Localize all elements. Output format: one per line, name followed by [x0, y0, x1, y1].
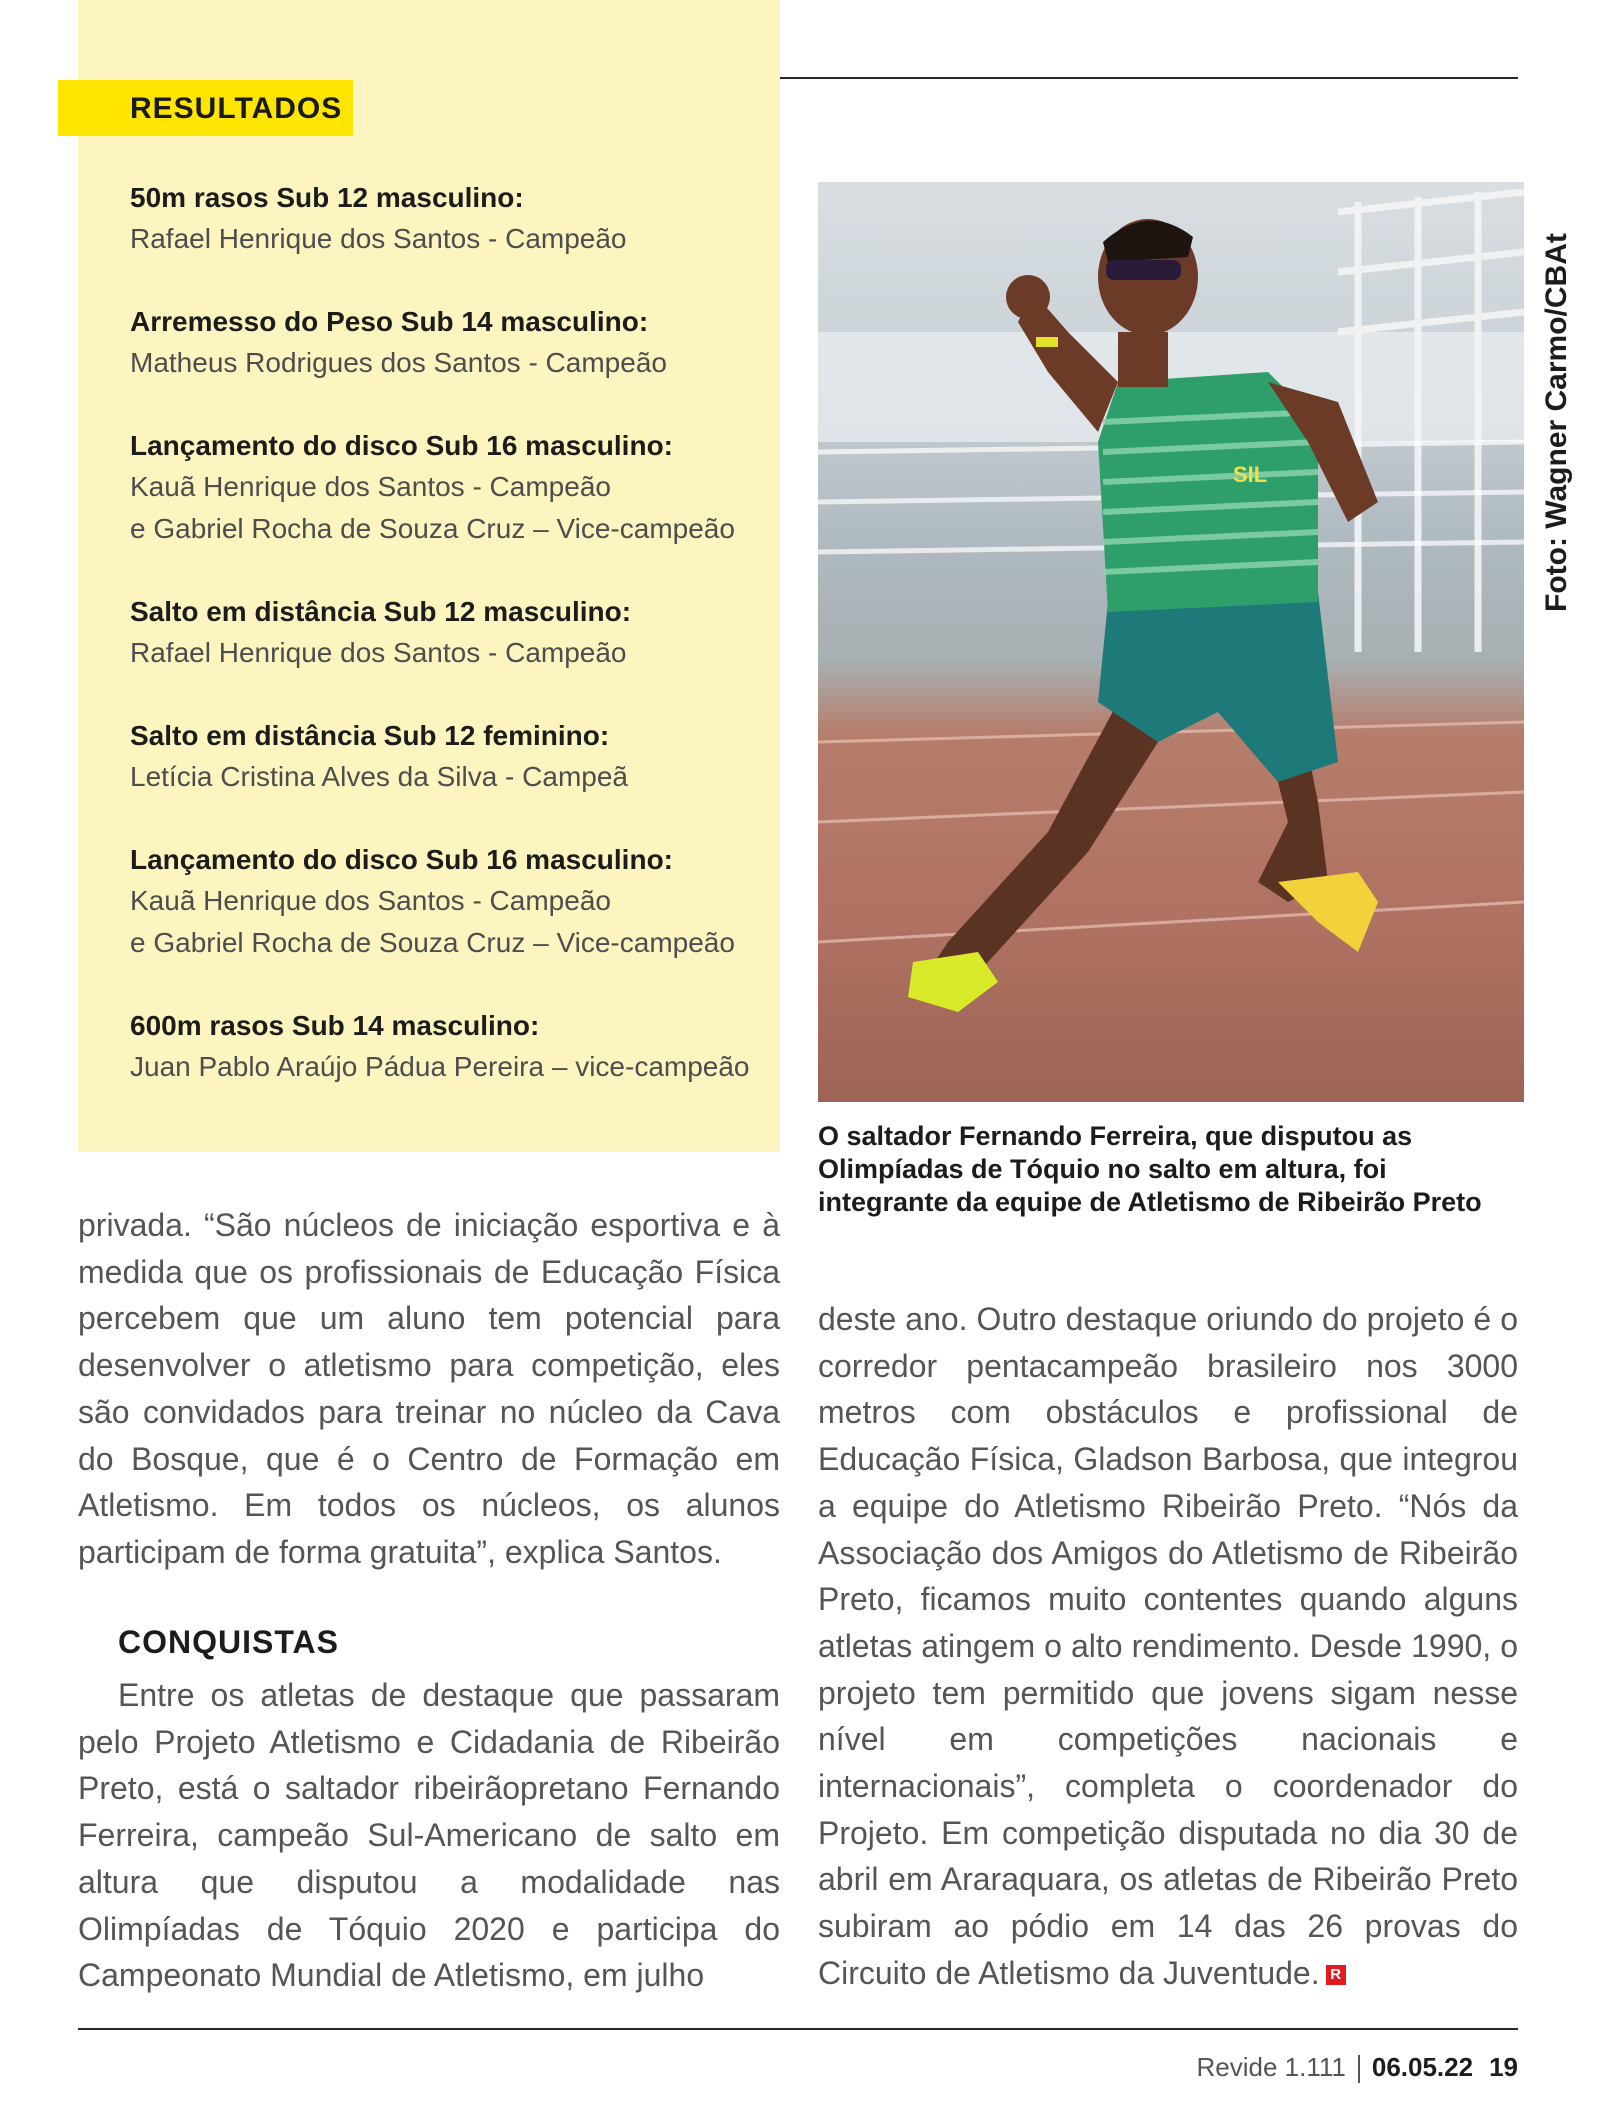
result-line: Rafael Henrique dos Santos - Campeão [130, 637, 627, 668]
footer-date: 06.05.22 [1371, 2052, 1474, 2082]
page-number: 19 [1489, 2052, 1518, 2082]
end-mark-icon: R [1326, 1965, 1346, 1985]
article-paragraph-3-text: deste ano. Outro destaque oriundo do projeto é o corredor pentacampeão brasileiro nos 3000 metros com obstáculos e profissional de Educação Física, Gladson Barbosa, que integrou a equipe do Atletismo Ribeirão Preto. “Nós da Associação dos Amigos do Atletismo de Ribeirão Preto, ficamos muito contentes quando alguns atletas atingem o alto rendimento. Desde 1990, o projeto tem permitido que jovens sigam nesse nível em competições nacionais e internacionais”, completa o coordenador do Projeto. Em competição disputada no dia 30 de abril em Araraquara, os atletas de Ribeirão Preto subiram ao pódio em 14 das 26 provas do Circuito de Atletismo da Juventude. [818, 1301, 1518, 1991]
top-rule [780, 77, 1518, 79]
result-item [130, 592, 770, 674]
result-item [130, 178, 770, 260]
bottom-rule [78, 2028, 1518, 2030]
result-line: Kauã Henrique dos Santos - Campeão [130, 471, 611, 502]
article-paragraph-1: privada. “São núcleos de iniciação esportiva e à medida que os profissionais de Educação Física percebem que um aluno tem potencial para desenvolver o atletismo para competição, eles são convidados para treinar no núcleo da Cava do Bosque, que é o Centro de Formação em Atletismo. Em todos os núcleos, os alunos participam de forma gratuita”, explica Santos. [78, 1207, 780, 1570]
result-item [130, 840, 770, 964]
page-footer [1196, 2052, 1518, 2083]
result-title: Arremesso do Peso Sub 14 masculino: [130, 306, 649, 337]
result-line: Letícia Cristina Alves da Silva - Campeã [130, 761, 628, 792]
result-item [130, 426, 770, 550]
result-line: Matheus Rodrigues dos Santos - Campeão [130, 347, 667, 378]
section-heading: CONQUISTAS [118, 1624, 339, 1660]
photo-caption: O saltador Fernando Ferreira, que disputou as Olimpíadas de Tóquio no salto em altura, foi integrante da equipe de Atletismo de Ribeirão Preto [818, 1121, 1482, 1217]
results-list [130, 178, 770, 1130]
result-title: Salto em distância Sub 12 feminino: [130, 720, 610, 751]
result-line: Rafael Henrique dos Santos - Campeão [130, 223, 627, 254]
athlete-illustration [818, 182, 1524, 1102]
article-paragraph-3 [818, 1296, 1518, 1997]
result-item [130, 716, 770, 798]
result-line: e Gabriel Rocha de Souza Cruz – Vice-campeão [130, 927, 735, 958]
svg-text:SIL: SIL [1233, 462, 1268, 487]
article-paragraph-2: Entre os atletas de destaque que passaram pelo Projeto Atletismo e Cidadania de Ribeirão Preto, está o saltador ribeirãopretano Fernando Ferreira, campeão Sul-Americano de salto em altura que disputou a modalidade nas Olimpíadas de Tóquio 2020 e participa do Campeonato Mundial de Atletismo, em julho [78, 1677, 780, 1994]
results-tag: RESULTADOS [58, 80, 353, 136]
result-item [130, 1006, 770, 1088]
athlete-photo [818, 182, 1524, 1102]
result-title: 600m rasos Sub 14 masculino: [130, 1010, 540, 1041]
result-title: 50m rasos Sub 12 masculino: [130, 182, 524, 213]
result-title: Salto em distância Sub 12 masculino: [130, 596, 632, 627]
result-line: Juan Pablo Araújo Pádua Pereira – vice-campeão [130, 1051, 750, 1082]
result-item [130, 302, 770, 384]
result-line: Kauã Henrique dos Santos - Campeão [130, 885, 611, 916]
footer-publication: Revide 1.111 [1196, 2052, 1346, 2082]
photo-credit: Foto: Wagner Carmo/CBAt [1540, 233, 1573, 612]
footer-separator [1358, 2055, 1360, 2083]
result-title: Lançamento do disco Sub 16 masculino: [130, 844, 673, 875]
result-title: Lançamento do disco Sub 16 masculino: [130, 430, 673, 461]
result-line: e Gabriel Rocha de Souza Cruz – Vice-campeão [130, 513, 735, 544]
